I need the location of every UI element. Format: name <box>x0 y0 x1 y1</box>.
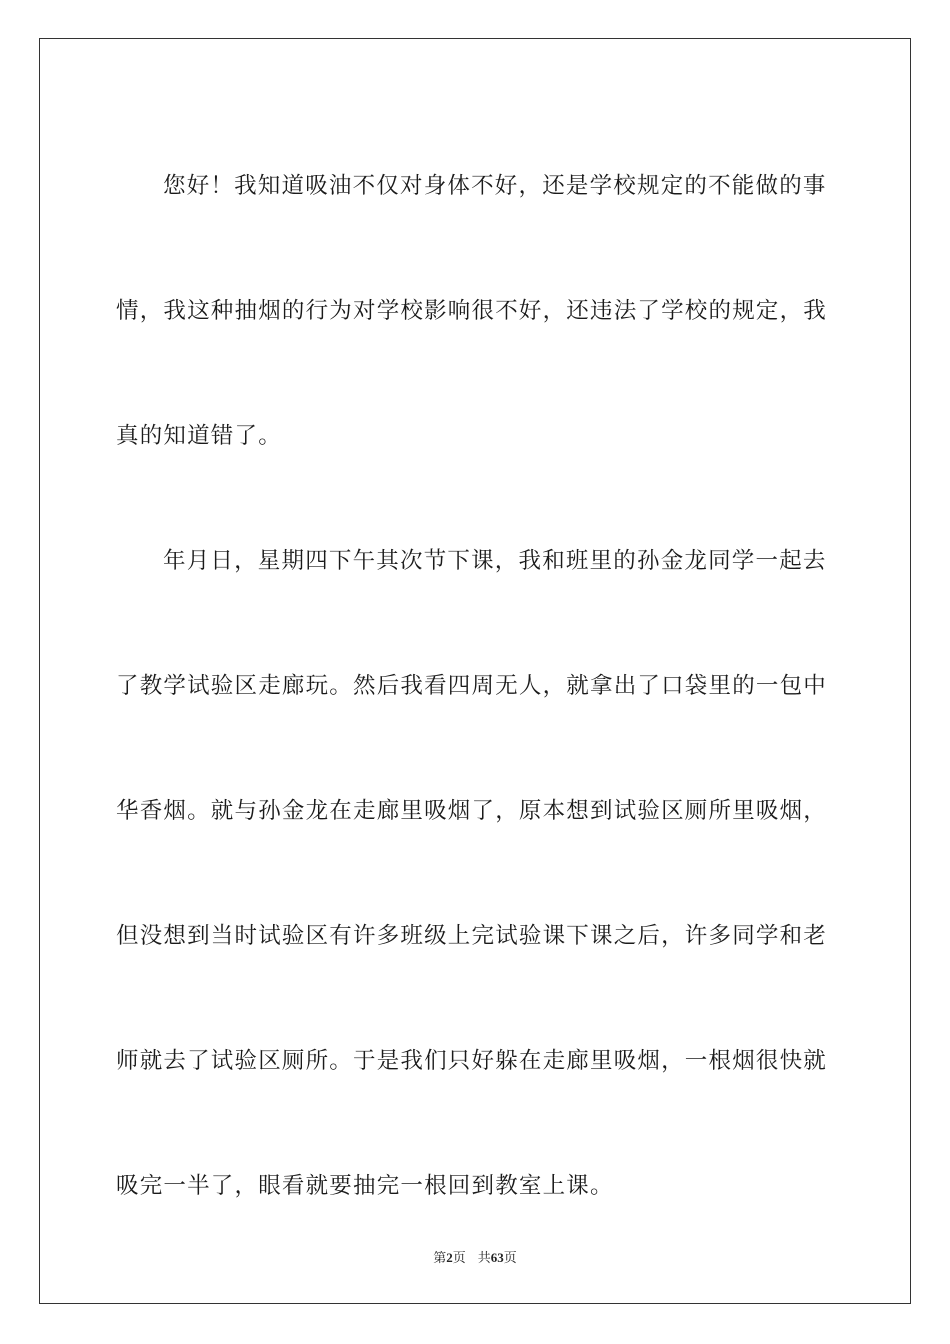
text-line: 华香烟。就与孙金龙在走廊里吸烟了，原本想到试验区厕所里吸烟， <box>116 798 828 824</box>
page-footer <box>0 1247 950 1266</box>
text-line: 您好！我知道吸油不仅对身体不好，还是学校规定的不能做的事 <box>163 173 827 199</box>
page-prefix: 第 <box>433 1251 447 1266</box>
text-line: 真的知道错了。 <box>116 423 282 449</box>
paragraph-2 <box>116 499 832 1249</box>
paragraph-1 <box>116 124 832 499</box>
text-line: 了教学试验区走廊玩。然后我看四周无人，就拿出了口袋里的一包中 <box>116 673 828 699</box>
text-line: 吸完一半了，眼看就要抽完一根回到教室上课。 <box>116 1173 614 1199</box>
total-pages: 63 <box>490 1250 504 1265</box>
text-line: 情，我这种抽烟的行为对学校影响很不好，还违法了学校的规定，我 <box>116 298 828 324</box>
text-line: 年月日，星期四下午其次节下课，我和班里的孙金龙同学一起去 <box>163 548 827 574</box>
text-line: 但没想到当时试验区有许多班级上完试验课下课之后，许多同学和老 <box>116 923 828 949</box>
total-suffix: 页 <box>503 1251 517 1266</box>
document-body <box>116 124 832 1249</box>
page-number: 2 <box>446 1250 453 1265</box>
total-prefix: 共 <box>477 1251 491 1266</box>
page-suffix: 页 <box>452 1251 466 1266</box>
text-line: 师就去了试验区厕所。于是我们只好躲在走廊里吸烟，一根烟很快就 <box>116 1048 828 1074</box>
